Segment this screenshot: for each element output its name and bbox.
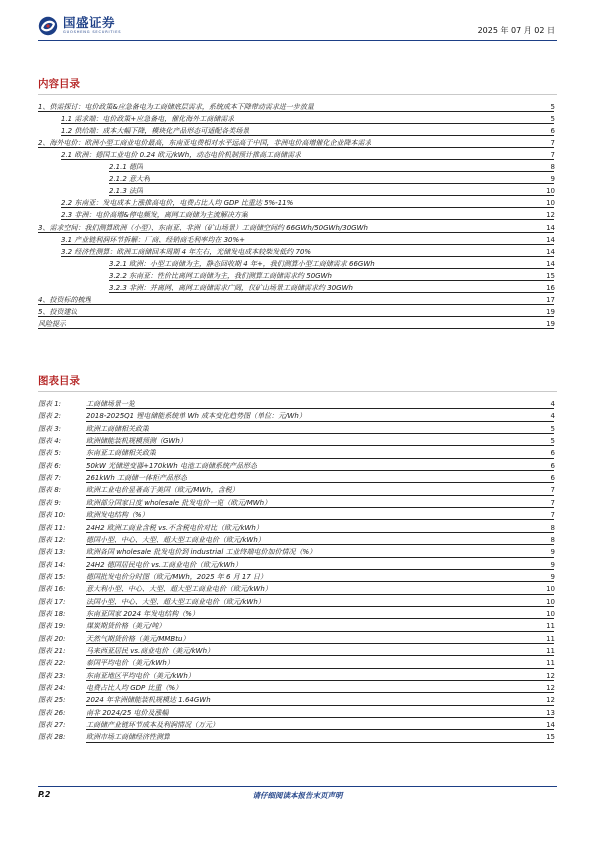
figure-entry[interactable] [0, 694, 595, 706]
toc-entry-page: 10 [546, 187, 555, 196]
figure-entry-page: 14 [546, 721, 555, 730]
page-header [0, 0, 595, 44]
figure-entry-underline [86, 482, 554, 483]
toc-entry[interactable] [0, 234, 595, 246]
toc-entry-underline [109, 183, 554, 184]
figure-entry-caption: 德国小型、中心、大型、超大型工商业电价（欧元/kWh） [86, 535, 265, 544]
toc-entry-page: 9 [550, 175, 555, 184]
figure-entry-number: 图表 24: [38, 684, 66, 693]
figure-entry-page: 12 [546, 684, 555, 693]
figure-entry-page: 12 [546, 696, 555, 705]
figure-entry-underline [86, 581, 554, 582]
toc-entry-text: 1.1 需求端：电价政策+应急备电，催化海外工商储需求 [61, 115, 235, 124]
figure-entry-underline [86, 458, 554, 459]
figure-entry-underline [86, 668, 554, 669]
figure-entry[interactable] [0, 633, 595, 645]
toc-entry-page: 8 [550, 163, 555, 172]
toc-entry-text: 2、海外电价：欧洲小型工商业电价最高，东南亚电费相对水平远高于中国，非洲电价高增催化企业降本需求 [38, 139, 372, 148]
toc-entry-page: 5 [550, 103, 555, 111]
figure-entry-number: 图表 10: [38, 511, 66, 520]
figure-entry-page: 6 [550, 449, 555, 458]
toc-entry-text: 3.2.2 东南亚：性价比离网工商储为主，我们测算工商储需求约 50GWh [109, 271, 332, 280]
figure-entry[interactable] [0, 559, 595, 571]
figure-entry-caption: 24H2 欧洲工商业含税 vs.不含税电价对比（欧元/kWh） [86, 523, 263, 532]
toc-entry-text: 风险提示 [38, 319, 66, 328]
figure-entry-caption: 欧洲市场工商储经济性测算 [86, 733, 170, 742]
toc-entry-underline [61, 123, 554, 124]
figure-entry-page: 10 [546, 609, 555, 618]
toc-title: 内容目录 [38, 78, 80, 90]
toc-entry-text: 1、供需探讨：电价政策&应急备电为工商储底层需求，系统成本下降带动需求进一步放量 [38, 103, 314, 111]
figure-entry-caption: 东南亚国家 2024 年发电结构（%） [86, 609, 199, 618]
figure-entry-underline [86, 606, 554, 607]
figure-entry-number: 图表 15: [38, 572, 66, 581]
figure-entry-number: 图表 28: [38, 733, 66, 742]
toc-entry-page: 7 [550, 151, 555, 160]
toc-entry[interactable] [0, 318, 595, 330]
figure-entry-caption: 意大利小型、中心、大型、超大型工商业电价（欧元/kWh） [86, 585, 272, 594]
toc-entry[interactable] [0, 270, 595, 282]
figure-entry-caption: 法国小型、中心、大型、超大型工商业电价（欧元/kWh） [86, 597, 265, 606]
figure-entry[interactable] [0, 534, 595, 546]
figure-entry-caption: 泰国平均电价（美元/kWh） [86, 659, 174, 668]
toc-entry-text: 3.2.3 非洲：并离网、离网工商储需求广阔，仅矿山场景工商储需求约 30GWh [109, 283, 353, 292]
toc-entry-page: 17 [546, 295, 555, 304]
footer-divider [38, 786, 557, 787]
toc-entry-underline [38, 328, 554, 329]
toc-entry-underline [38, 316, 554, 317]
figure-entry[interactable] [0, 620, 595, 632]
figure-entry-page: 9 [550, 560, 555, 569]
toc-entry-text: 3、需求空间：我们测算欧洲（小型）、东南亚、非洲（矿山场景）工商储空间约 66GWh/50GWh/30GWh [38, 223, 368, 232]
figure-entry-caption: 工商储产业链环节成本及利润情况（万元） [86, 721, 219, 730]
figure-entry-page: 11 [546, 659, 555, 668]
toc-entry-text: 2.1 欧洲：德国工业电价 0.24 欧元/kWh，动态电价机制预计推高工商储需求 [61, 151, 302, 160]
figure-entry-underline [86, 705, 554, 706]
toc-entry-underline [61, 159, 554, 160]
figure-entry-caption: 261kWh 工商储一体柜产品形态 [86, 474, 187, 483]
figure-entry-underline [86, 421, 554, 422]
figure-entry-number: 图表 11: [38, 523, 66, 532]
figure-entry[interactable] [0, 398, 595, 410]
figure-entry[interactable] [0, 608, 595, 620]
figure-entry-caption: 50kW 光储逆变器+170kWh 电池工商储系统产品形态 [86, 461, 257, 470]
figure-entry[interactable] [0, 472, 595, 484]
toc-entry-text: 4、投资标的梳理 [38, 295, 92, 304]
figure-entry-page: 8 [550, 523, 555, 532]
figure-entry-number: 图表 7: [38, 474, 62, 483]
figure-entry[interactable] [0, 707, 595, 719]
figure-entry-number: 图表 14: [38, 560, 66, 569]
figure-entry-underline [86, 631, 554, 632]
figure-entry-underline [86, 717, 554, 718]
toc-entry-page: 5 [550, 115, 555, 124]
figure-entry[interactable] [0, 522, 595, 534]
toc-entry-underline [61, 207, 554, 208]
toc-entry-page: 14 [546, 223, 555, 232]
figure-entry[interactable] [0, 435, 595, 447]
toc-entry-underline [109, 268, 554, 269]
figure-entry-number: 图表 1: [38, 400, 62, 408]
figures-title-divider [38, 391, 557, 392]
figure-entry-caption: 电费占比人均 GDP 比重（%） [86, 684, 183, 693]
figure-entry-page: 8 [550, 535, 555, 544]
figure-entry-number: 图表 26: [38, 708, 66, 717]
company-name-cn: 国盛证券 [63, 14, 116, 30]
toc-entry[interactable] [0, 149, 595, 161]
toc-entry-text: 2.3 非洲：电价高增&停电频发，离网工商储为主流解决方案 [61, 211, 248, 220]
figure-entry-number: 图表 19: [38, 622, 66, 631]
figure-entry-underline [86, 742, 554, 743]
figure-entry-page: 11 [546, 622, 555, 631]
toc-entry-text: 3.1 产业链利润环节拆解：厂商、经销商毛利率均在 30%+ [61, 235, 246, 244]
figure-entry-underline [86, 445, 554, 446]
figure-entry[interactable] [0, 596, 595, 608]
figure-entry-number: 图表 13: [38, 548, 66, 557]
figure-entry[interactable] [0, 546, 595, 558]
toc-entry[interactable] [0, 185, 595, 197]
toc-entry-text: 3.2 经济性测算：欧洲工商储回本周期 4 年左右，光储发电成本较柴发低约 70% [61, 247, 312, 256]
toc-entry-underline [38, 304, 554, 305]
company-name-en: GUOSHENG SECURITIES [63, 30, 122, 35]
toc-entry[interactable] [0, 246, 595, 258]
figure-entry[interactable] [0, 497, 595, 509]
figure-entry-page: 9 [550, 548, 555, 557]
figure-entry-caption: 2018-2025Q1 锂电储能系统单 Wh 成本变化趋势图（单位：元/Wh） [86, 412, 306, 421]
figure-entry-underline [86, 729, 554, 730]
toc-entry[interactable] [0, 209, 595, 221]
figure-entry-underline [86, 618, 554, 619]
figure-entry-number: 图表 4: [38, 437, 62, 446]
figure-entry-page: 4 [550, 400, 555, 408]
figure-entry[interactable] [0, 657, 595, 669]
figure-entry-caption: 德国批发电价分时图（欧元/MWh，2025 年 6 月 17 日） [86, 572, 268, 581]
figure-entry[interactable] [0, 460, 595, 472]
toc-entry-underline [109, 280, 554, 281]
figure-entry-number: 图表 8: [38, 486, 62, 495]
toc-entry-page: 19 [546, 307, 555, 316]
figure-entry-number: 图表 6: [38, 461, 62, 470]
page-number: P.2 [38, 790, 51, 799]
figure-entry-caption: 2024 年非洲储能装机规模达 1.64GWh [86, 696, 211, 705]
figure-entry[interactable] [0, 583, 595, 595]
figure-entry-caption: 欧洲工商储相关政策 [86, 424, 149, 433]
toc-entry-underline [61, 219, 554, 220]
figure-entry-underline [86, 557, 554, 558]
figure-entry-caption: 欧洲部分国家日度 wholesale 批发电价一览（欧元/MWh） [86, 498, 272, 507]
logo-mark-icon [38, 16, 58, 36]
company-logo [38, 16, 121, 36]
figure-entry-page: 11 [546, 634, 555, 643]
figure-entry-page: 10 [546, 597, 555, 606]
toc-entry[interactable] [0, 125, 595, 137]
toc-entry-underline [109, 195, 554, 196]
figure-entry-underline [86, 569, 554, 570]
figure-entry-number: 图表 20: [38, 634, 66, 643]
toc-entry[interactable] [0, 258, 595, 270]
figure-entry-underline [86, 692, 554, 693]
disclaimer-note: 请仔细阅读本报告末页声明 [252, 791, 343, 800]
toc-entry-underline [109, 171, 554, 172]
header-divider [38, 40, 557, 41]
figure-entry-page: 11 [546, 647, 555, 655]
figure-entry-page: 6 [550, 474, 555, 483]
toc-entry-text: 2.1.3 法国 [109, 187, 144, 196]
figure-entry-underline [86, 544, 554, 545]
toc-entry[interactable] [0, 222, 595, 234]
toc-entry[interactable] [0, 173, 595, 185]
toc-entry[interactable] [0, 161, 595, 173]
toc-entry[interactable] [0, 282, 595, 294]
toc-entry-page: 7 [550, 139, 555, 148]
figure-entry-number: 图表 3: [38, 424, 62, 433]
toc-entry-underline [61, 256, 554, 257]
figure-entry-underline [86, 680, 554, 681]
figure-entry-page: 15 [546, 733, 555, 742]
figure-entry-page: 6 [550, 461, 555, 470]
figure-entry-underline [86, 519, 554, 520]
figure-entry-underline [86, 594, 554, 595]
toc-entry-text: 2.2 东南亚：发电成本上涨推高电价，电费占比人均 GDP 比重达 5%-11% [61, 199, 294, 208]
figure-entry-page: 10 [546, 585, 555, 594]
toc-entry-page: 14 [546, 235, 555, 244]
figure-entry-caption: 马来西亚居民 vs.商业电价（美元/kWh） [86, 647, 215, 655]
figure-entry-caption: 天然气期货价格（美元/MMBtu） [86, 634, 190, 643]
figure-entry[interactable] [0, 423, 595, 435]
figure-entry[interactable] [0, 484, 595, 496]
toc-entry-underline [61, 135, 554, 136]
toc-entry[interactable] [0, 137, 595, 149]
toc-entry[interactable] [0, 113, 595, 125]
figure-entry-number: 图表 17: [38, 597, 66, 606]
toc-entry[interactable] [0, 197, 595, 209]
figure-entry-number: 图表 22: [38, 659, 66, 668]
toc-entry-page: 14 [546, 259, 555, 268]
figure-entry-page: 9 [550, 572, 555, 581]
figure-entry-page: 7 [550, 486, 555, 495]
toc-title-divider [38, 94, 557, 95]
toc-entry-underline [38, 232, 554, 233]
figure-entry-caption: 东南亚地区平均电价（美元/kWh） [86, 671, 195, 680]
toc-entry[interactable] [0, 306, 595, 318]
figure-entry-number: 图表 25: [38, 696, 66, 705]
toc-entry-page: 15 [546, 271, 555, 280]
toc-entry-underline [38, 147, 554, 148]
figure-entry-number: 图表 27: [38, 721, 66, 730]
figure-entry[interactable] [0, 731, 595, 743]
figure-entry-page: 5 [550, 437, 555, 446]
figure-entry-caption: 24H2 德国居民电价 vs.工商业电价（欧元/kWh） [86, 560, 242, 569]
figures-title: 图表目录 [38, 375, 80, 387]
figure-entry-caption: 欧洲各国 wholesale 批发电价到 industrial 工业终端电价加价情况（%） [86, 548, 317, 557]
figure-entry-number: 图表 12: [38, 535, 66, 544]
toc-entry[interactable] [0, 294, 595, 306]
figure-entry[interactable] [0, 410, 595, 422]
toc-entry-page: 12 [546, 211, 555, 220]
figure-entry-caption: 工商储场景一览 [86, 400, 135, 408]
figure-entry-caption: 煤炭期货价格（美元/吨） [86, 622, 166, 631]
figure-entry-underline [86, 643, 554, 644]
figure-entry-page: 7 [550, 511, 555, 520]
figure-entry-number: 图表 9: [38, 498, 62, 507]
figure-entry-underline [86, 532, 554, 533]
figure-entry[interactable] [0, 509, 595, 521]
figure-entry-number: 图表 21: [38, 647, 66, 655]
figure-entry-number: 图表 18: [38, 609, 66, 618]
figure-entry-number: 图表 16: [38, 585, 66, 594]
figure-entry-underline [86, 495, 554, 496]
figure-entry-page: 13 [546, 708, 555, 717]
toc-entry-page: 19 [546, 319, 555, 328]
figure-entry-underline [86, 655, 554, 656]
figure-entry-number: 图表 23: [38, 671, 66, 680]
figure-entry-page: 12 [546, 671, 555, 680]
figure-entry-caption: 欧洲工业电价显著高于美国（欧元/MWh，含税） [86, 486, 239, 495]
figure-entry[interactable] [0, 447, 595, 459]
toc-entry-page: 16 [546, 283, 555, 292]
figure-entry-page: 5 [550, 424, 555, 433]
toc-entry-text: 2.1.1 德国 [109, 163, 144, 172]
figure-entry-page: 7 [550, 498, 555, 507]
toc-entry-page: 10 [546, 199, 555, 208]
toc-entry-text: 1.2 供给端：成本大幅下降，模块化产品形态可适配各类场景 [61, 127, 250, 136]
report-date: 2025 年 07 月 02 日 [477, 26, 555, 35]
toc-entry-page: 6 [550, 127, 555, 136]
toc-entry-text: 2.1.2 意大利 [109, 175, 151, 184]
toc-entry-underline [38, 111, 554, 112]
figure-entry-caption: 南非 2024/25 电价及涨幅 [86, 708, 169, 717]
figure-entry[interactable] [0, 682, 595, 694]
figure-entry-underline [86, 470, 554, 471]
figure-entry-number: 图表 2: [38, 412, 62, 421]
figure-entry-caption: 欧洲发电结构（%） [86, 511, 149, 520]
toc-entry-underline [61, 244, 554, 245]
figure-entry-number: 图表 5: [38, 449, 62, 458]
figure-entry-caption: 东南亚工商储相关政策 [86, 449, 156, 458]
figure-entry[interactable] [0, 571, 595, 583]
figure-entry-caption: 欧洲储能装机规模预测（GWh） [86, 437, 187, 446]
figure-entry-underline [86, 507, 554, 508]
toc-entry-underline [109, 292, 554, 293]
figure-entry[interactable] [0, 670, 595, 682]
toc-entry-text: 3.2.1 欧洲：小型工商储为主，静态回收期 4 年+，我们测算小型工商储需求 66GWh [109, 259, 375, 268]
toc-entry-page: 14 [546, 247, 555, 256]
figure-entry[interactable] [0, 645, 595, 657]
toc-entry[interactable] [0, 101, 595, 113]
toc-entry-text: 5、投资建议 [38, 307, 78, 316]
figure-entry-page: 4 [550, 412, 555, 421]
figure-entry[interactable] [0, 719, 595, 731]
figure-entry-underline [86, 408, 554, 409]
figure-entry-underline [86, 433, 554, 434]
